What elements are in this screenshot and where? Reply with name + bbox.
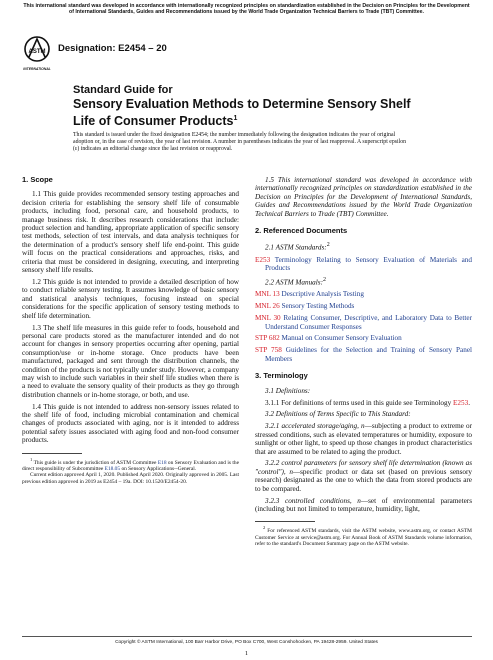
fn1-link-e18[interactable]: E18 xyxy=(157,459,167,466)
def-3-2-3 xyxy=(255,497,472,514)
astm-manual-item xyxy=(255,334,472,342)
astm-manual-title-link[interactable]: Relating Consumer, Descriptive, and Laboratory Data to Better Understand Consumer Responses xyxy=(265,314,472,331)
astm-manual-code-link[interactable]: STP 682 xyxy=(255,334,280,343)
fn1-text-a: This guide is under the jurisdiction of ASTM Committee xyxy=(33,459,157,466)
def-3-1-1: 3.1.1 For definitions of terms used in this guide see Terminology E253. xyxy=(265,398,470,407)
referenced-documents-heading: 2. Referenced Documents xyxy=(255,226,348,236)
logo-text: ASTM xyxy=(28,49,46,55)
astm-standards-label xyxy=(255,241,472,252)
logo-subtext: INTERNATIONAL xyxy=(23,67,51,71)
para-1-5: 1.5 This international standard was developed in accordance with internationally recognized principles on standardization established in the Decision on Principles for the Development of International Standards, Guides and Recommendations issued by the World Trade Organization Technical Barriers to Trade (TBT) Committee. xyxy=(255,176,472,218)
astm-manual-item xyxy=(255,346,472,363)
astm-standard-item xyxy=(255,256,472,273)
terminology-heading: 3. Terminology xyxy=(255,371,308,381)
def-3-2-3-text: —set of environmental parameters (including but not limited to temperature, humidity, light, xyxy=(255,496,472,513)
left-column xyxy=(22,176,239,485)
para-1-4: 1.4 This guide is not intended to address non-sensory issues related to the shelf life of food, including microbial contamination and chemical changes of products associated with aging, nor is it intended to address potential safety issues associated with aging food and non-food consumer products. xyxy=(22,402,239,445)
def-3-2-2 xyxy=(255,459,472,493)
astm-manual-title-link[interactable]: Guidelines for the Selection and Training of Sensory Panel Members xyxy=(265,346,473,363)
scope-heading: 1. Scope xyxy=(22,175,53,184)
astm-manual-title-link[interactable]: Sensory Testing Methods xyxy=(281,302,355,311)
def-3-2-1-term: 3.2.1 accelerated storage/aging, n xyxy=(265,422,365,431)
footer-rule xyxy=(22,636,472,637)
astm-manuals-label xyxy=(255,276,472,287)
para-1-3: 1.3 The shelf life measures in this guide refer to foods, household and personal care products stored as the manufacturer intended and do not account for changes in sensory properties occurring after opening, partial consumption/use or in-home storage. Once products have been manufactured, packaged and sent through the distribution channels, the condition of the products is not typically under study. However, a company may wish to include such variables in their shelf life studies when there is a need to evaluate the sensory quality of their products as they go through distribution channels or in-home storage, or both, and use. xyxy=(22,323,239,399)
fn1-text-b: on Sensory Evaluation and is the direct responsibility of Subcommittee xyxy=(22,459,239,472)
astm-manual-code-link[interactable]: MNL 13 xyxy=(255,290,280,299)
fn1-link-e1805[interactable]: E18.05 xyxy=(104,465,121,472)
def-3-1: 3.1 Definitions: xyxy=(265,386,311,395)
title-footnote-ref: 1 xyxy=(233,114,238,122)
footnote-1: $^1$ This guide is under the jurisdiction of ASTM Committee E18 on Sensory Evaluation and is the direct responsibility of Subcommittee E18.05 on Sensory Applications--General. Current edition approved April 1, 2020. Published April 2020. Originally approved in 2005. Last previous edition approved in 2019 as E2454 – 19a. DOI: 10.1520/E2454-20. xyxy=(22,456,239,485)
astm-manual-code-link[interactable]: MNL 26 xyxy=(255,302,280,311)
astm-manual-code-link[interactable]: MNL 30 xyxy=(255,314,281,323)
title-line-1: Standard Guide for xyxy=(73,84,173,96)
def-3-2-1 xyxy=(255,422,472,456)
astm-manuals-list xyxy=(255,290,472,363)
fn2-text: For referenced ASTM standards, visit the ASTM website, www.astm.org, or contact ASTM Customer Service at service@astm.org. For Annual Book of ASTM Standards volume information, refer to the standard's Document Summary page on the ASTM website. xyxy=(255,528,472,547)
astm-standard-title-link[interactable]: Terminology Relating to Sensory Evaluation of Materials and Products xyxy=(265,255,472,273)
copyright-footer: Copyright © ASTM International, 100 Barr Harbor Drive, PO Box C700, West Conshohocken, PA 19428-2959. United States xyxy=(115,640,378,645)
astm-manuals-text: 2.2 ASTM Manuals: xyxy=(265,278,323,287)
designation: Designation: E2454 – 20 xyxy=(58,43,167,54)
astm-manual-item xyxy=(255,314,472,331)
def-3-2-3-term: 3.2.3 controlled conditions, n xyxy=(265,496,361,505)
astm-manual-item xyxy=(255,302,472,310)
tbt-notice: This international standard was developed in accordance with internationally recognized principles on standardization established in the Decision on Principles for the Development of International Standards, Guides and Recommendations issued by the World Trade Organization Technical Barriers to Trade (TBT) Committee. xyxy=(23,3,470,16)
astm-manual-title-link[interactable]: Manual on Consumer Sensory Evaluation xyxy=(281,334,402,343)
footnote-rule xyxy=(22,453,82,454)
def-3-2-2-text: —specific product or data set (based on previous sensory research) designated as the one to which the data from stored products are to be compared. xyxy=(255,467,472,493)
title-line-3-text: Life of Consumer Products xyxy=(73,113,234,128)
title-line-3 xyxy=(73,112,413,129)
title-block xyxy=(73,84,413,128)
astm-standards-list xyxy=(255,256,472,273)
page-number: 1 xyxy=(244,650,249,657)
footnote-2: $^2$ For referenced ASTM standards, visit the ASTM website, www.astm.org, or contact ASTM Customer Service at service@astm.org. For Annual Book of ASTM Standards volume information, refer to the standard's Document Summary page on the ASTM website. xyxy=(255,525,472,547)
footnote-rule-2 xyxy=(255,521,315,522)
fn1-text-d: Current edition approved April 1, 2020. Published April 2020. Originally approved in 2005. Last previous edition approved in 2019 as E2454 – 19a. DOI: 10.1520/E2454-20. xyxy=(22,472,239,485)
def-3-2-1-text: —subjecting a product to extreme or stressed conditions, such as elevated temperatures or humidity, exposure to sunlight or other light, to speed up those changes in product characteristics that are assumed to be related to aging the product. xyxy=(255,422,472,456)
title-line-2: Sensory Evaluation Methods to Determine Sensory Shelf xyxy=(73,97,411,111)
astm-standards-text: 2.1 ASTM Standards: xyxy=(265,243,327,252)
astm-manuals-sup: 2 xyxy=(322,277,326,284)
astm-manual-title-link[interactable]: Descriptive Analysis Testing xyxy=(281,290,364,299)
fn1-text-c: on Sensory Applications--General. xyxy=(121,465,197,472)
def-3-1-1-text: 3.1.1 For definitions of terms used in this guide see Terminology xyxy=(265,398,452,407)
astm-manual-code-link[interactable]: STP 758 xyxy=(255,346,282,355)
issuance-note: This standard is issued under the fixed designation E2454; the number immediately following the designation indicates the year of original adoption or, in the case of revision, the year of last revision. A number in parentheses indicates the year of last reapproval. A superscript epsilon (ε) indicates an editorial change since the last revision or reapproval. xyxy=(73,132,406,152)
astm-standard-code-link[interactable]: E253 xyxy=(255,255,271,264)
para-1-2: 1.2 This guide is not intended to provide a detailed description of how to conduct reliable sensory testing. It assumes knowledge of basic sensory and statistical analysis techniques, focusing instead on special considerations for the specific application of sensory testing methods to shelf life determination. xyxy=(22,277,239,320)
right-column xyxy=(255,176,472,547)
para-1-1: 1.1 This guide provides recommended sensory testing approaches and decision criteria for establishing the sensory shelf life of consumable products, including food, personal care, and household products, to manage business risk. It describes research considerations that include: product selection and handling, appropriate application of specific sensory test methods, selection of test intervals, and data analysis techniques for the determination of a product's sensory shelf life end-point. This guide will focus on the practical considerations and approaches, risks, and criteria that must be considered in designing, executing, and interpreting sensory shelf life results. xyxy=(22,190,239,275)
def-3-2: 3.2 Definitions of Terms Specific to This Standard: xyxy=(265,410,411,419)
astm-logo xyxy=(23,35,51,73)
def-3-1-1-link[interactable]: E253 xyxy=(453,398,469,407)
astm-standards-sup: 2 xyxy=(326,242,330,249)
def-3-2-2-term: 3.2.2 control parameters for sensory shelf life determination (known as "control"), n xyxy=(255,459,472,476)
astm-manual-item xyxy=(255,290,472,298)
